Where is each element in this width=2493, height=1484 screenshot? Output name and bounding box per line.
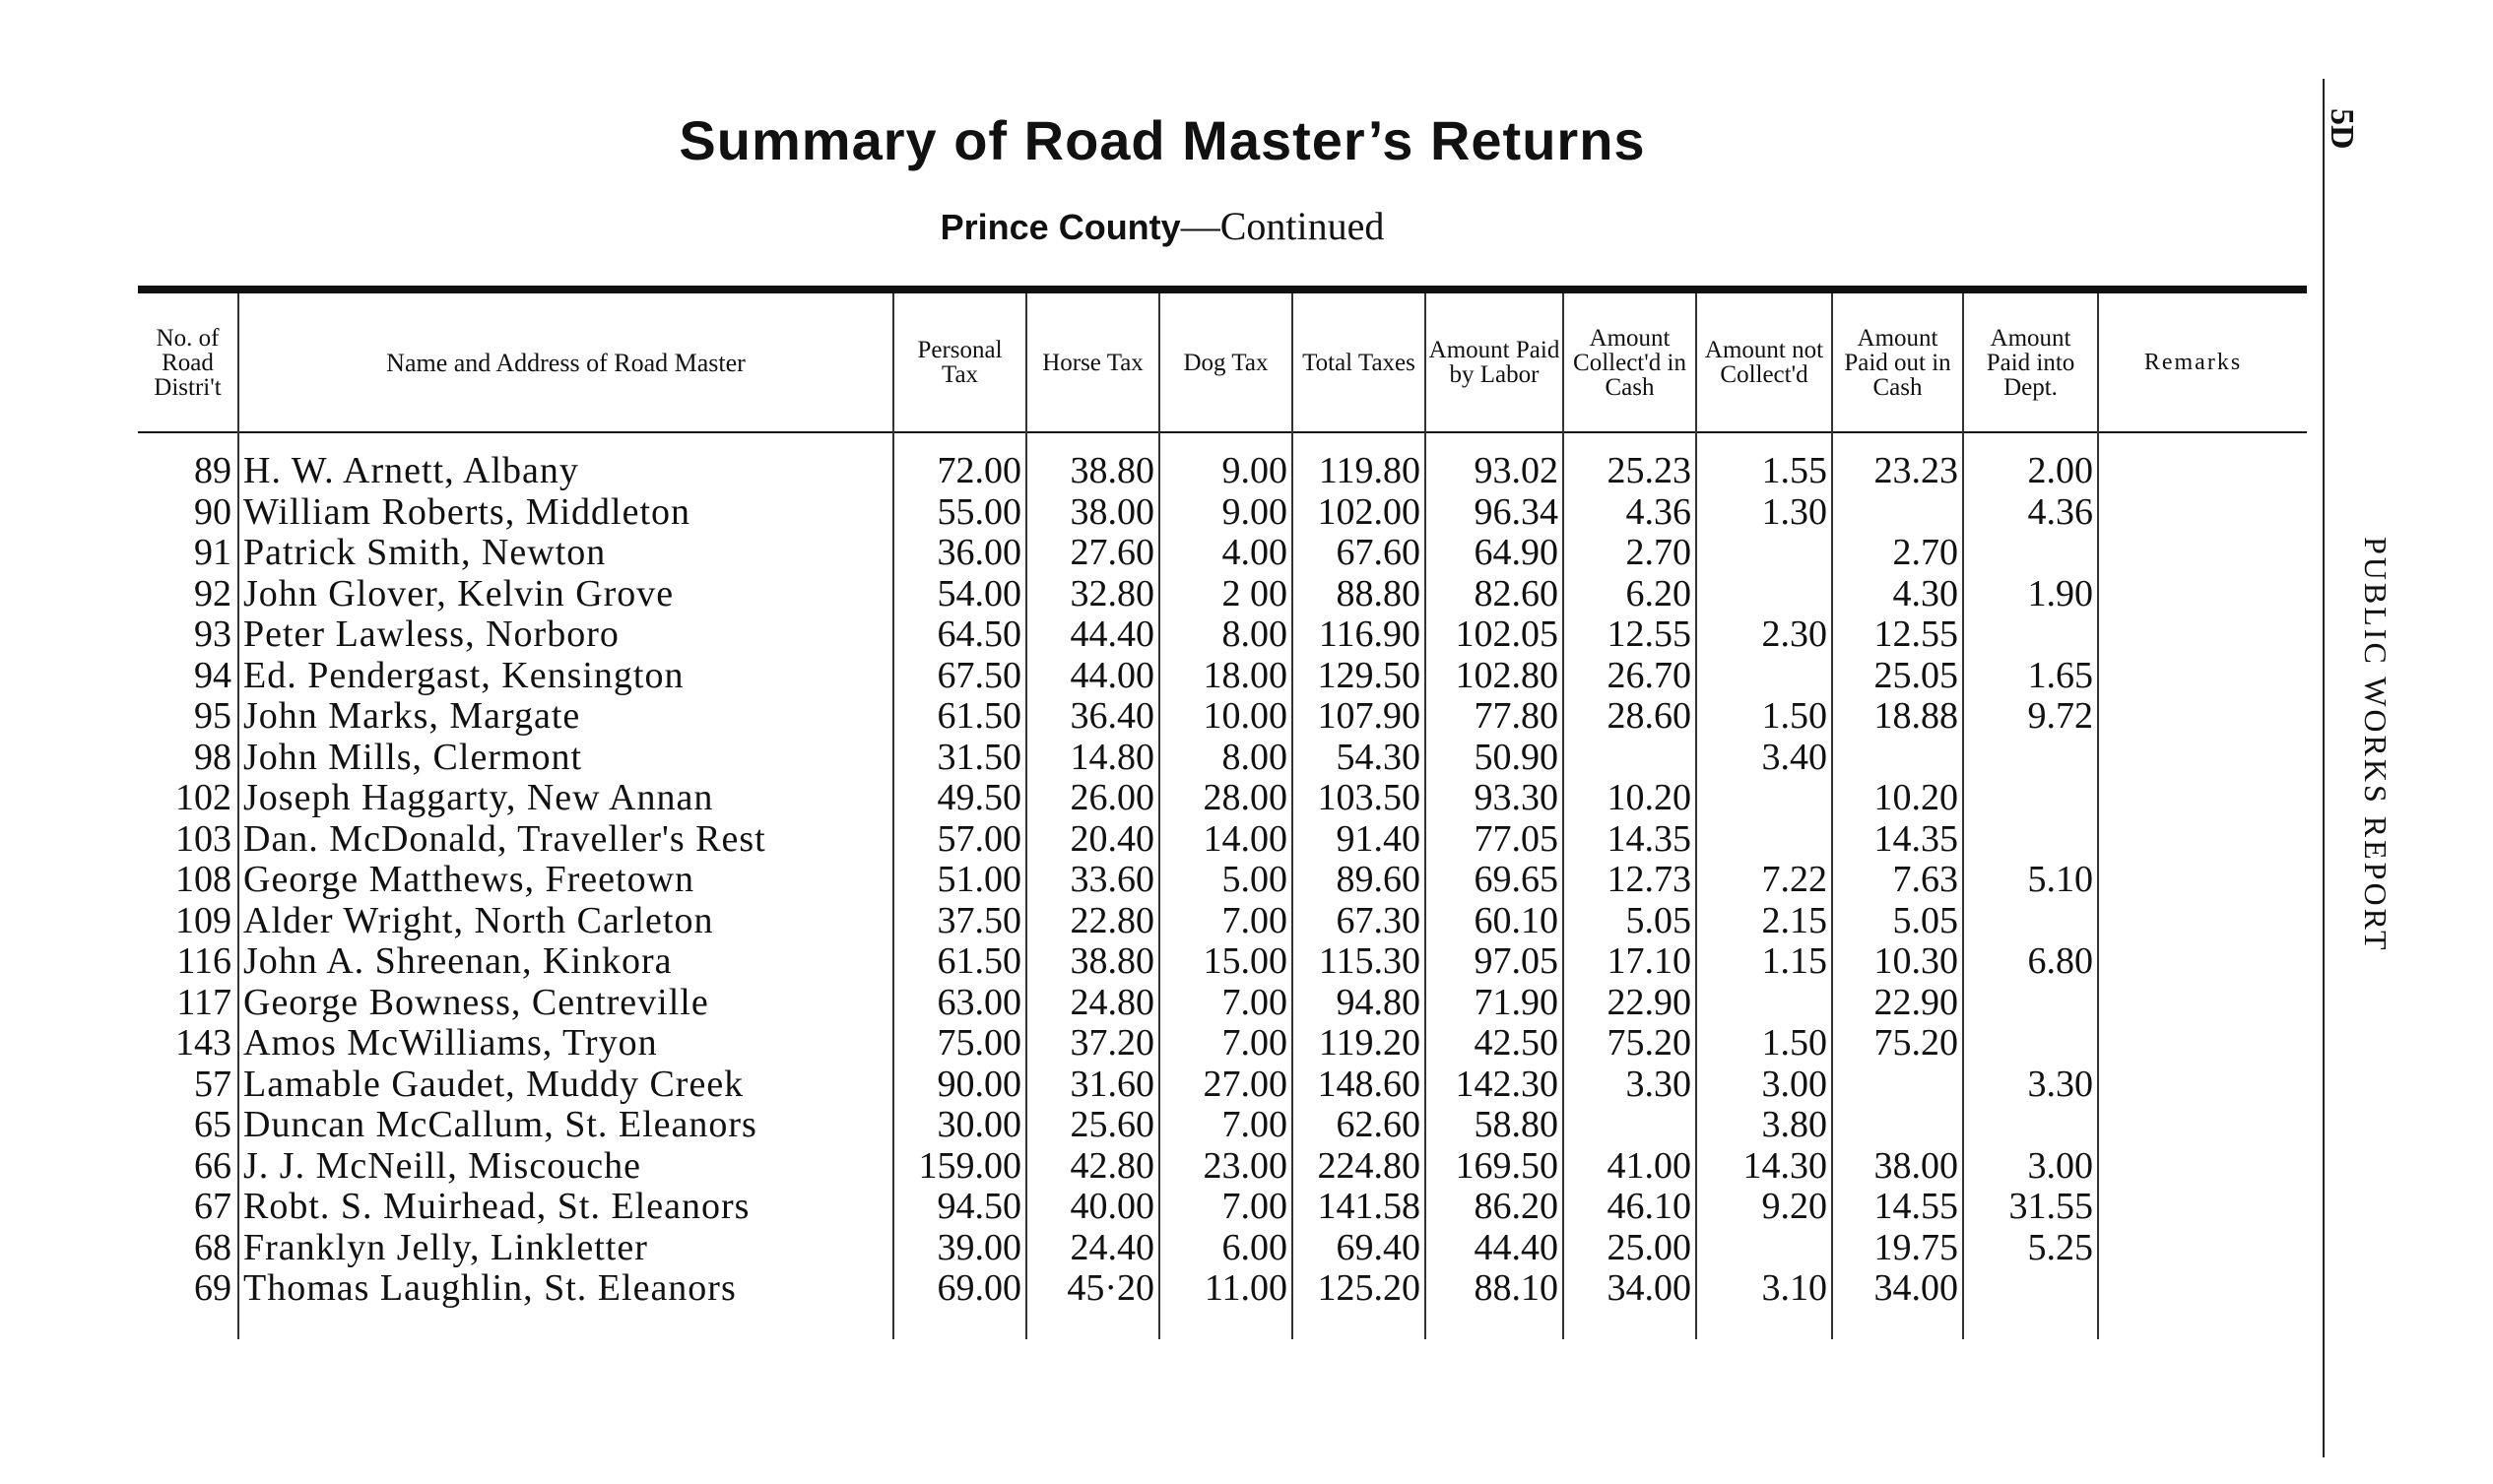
remarks-cell	[2098, 1146, 2287, 1188]
dog-tax: 23.00	[1159, 1146, 1292, 1188]
horse-tax: 36.40	[1026, 696, 1159, 738]
paid-into-dept	[1963, 738, 2098, 779]
personal-tax: 94.50	[893, 1187, 1026, 1228]
total-taxes: 69.40	[1292, 1228, 1425, 1269]
road-master-name: Duncan McCallum, St. Eleanors	[238, 1105, 893, 1146]
paid-out-in-cash: 23.23	[1832, 431, 1963, 492]
remarks-cell	[2098, 492, 2287, 534]
table-row	[138, 574, 2287, 615]
header-row	[138, 293, 2287, 431]
col-header-total: Total Taxes	[1292, 293, 1425, 431]
collected-in-cash: 25.00	[1563, 1228, 1696, 1269]
remarks-cell	[2098, 696, 2287, 738]
paid-into-dept: 3.30	[1963, 1065, 2098, 1106]
district-number: 68	[194, 1226, 231, 1268]
not-collected: 3.00	[1696, 1065, 1832, 1106]
not-collected: 2.15	[1696, 901, 1832, 942]
paid-by-labor: 97.05	[1425, 941, 1563, 983]
total-taxes: 67.60	[1292, 533, 1425, 574]
paid-out-in-cash	[1832, 492, 1963, 534]
total-taxes: 116.90	[1292, 614, 1425, 656]
road-master-name: Alder Wright, North Carleton	[238, 901, 893, 942]
table-row	[138, 1146, 2287, 1188]
col-header-remarks: Remarks	[2143, 349, 2243, 375]
collected-in-cash	[1563, 1105, 1696, 1146]
paid-out-in-cash: 7.63	[1832, 860, 1963, 901]
paid-into-dept: 1.90	[1963, 574, 2098, 615]
horse-tax: 20.40	[1026, 819, 1159, 861]
personal-tax: 37.50	[893, 901, 1026, 942]
not-collected: 1.55	[1696, 431, 1832, 492]
personal-tax: 90.00	[893, 1065, 1026, 1106]
horse-tax: 42.80	[1026, 1146, 1159, 1188]
district-number: 91	[194, 532, 231, 573]
remarks-cell	[2098, 1268, 2287, 1339]
total-taxes: 94.80	[1292, 983, 1425, 1024]
paid-into-dept	[1963, 1268, 2098, 1339]
road-master-name: John A. Shreenan, Kinkora	[238, 941, 893, 983]
district-number: 89	[194, 450, 231, 491]
horse-tax: 24.80	[1026, 983, 1159, 1024]
dog-tax: 7.00	[1159, 1187, 1292, 1228]
dog-tax: 7.00	[1159, 1023, 1292, 1065]
district-number: 66	[194, 1144, 231, 1187]
paid-out-in-cash	[1832, 1065, 1963, 1106]
paid-into-dept: 4.36	[1963, 492, 2098, 534]
collected-in-cash: 26.70	[1563, 656, 1696, 697]
road-master-name: George Matthews, Freetown	[238, 860, 893, 901]
paid-out-in-cash: 10.20	[1832, 778, 1963, 819]
horse-tax: 45·20	[1026, 1268, 1159, 1339]
paid-out-in-cash: 14.35	[1832, 819, 1963, 861]
district-number: 143	[175, 1022, 231, 1064]
remarks-cell	[2098, 778, 2287, 819]
paid-into-dept: 3.00	[1963, 1146, 2098, 1188]
not-collected: 1.50	[1696, 696, 1832, 738]
paid-into-dept: 2.00	[1963, 431, 2098, 492]
remarks-cell	[2098, 574, 2287, 615]
paid-out-in-cash	[1832, 738, 1963, 779]
table-row	[138, 941, 2287, 983]
returns-table	[138, 293, 2287, 1339]
continued-label: —Continued	[1180, 204, 1385, 248]
total-taxes: 91.40	[1292, 819, 1425, 861]
district-number: 92	[194, 572, 231, 614]
remarks-cell	[2098, 656, 2287, 697]
dog-tax: 4.00	[1159, 533, 1292, 574]
district-number: 65	[194, 1104, 231, 1145]
collected-in-cash: 4.36	[1563, 492, 1696, 534]
paid-by-labor: 102.80	[1425, 656, 1563, 697]
total-taxes: 89.60	[1292, 860, 1425, 901]
dog-tax: 18.00	[1159, 656, 1292, 697]
paid-into-dept: 9.72	[1963, 696, 2098, 738]
district-number: 117	[176, 981, 231, 1023]
paid-by-labor: 64.90	[1425, 533, 1563, 574]
paid-into-dept	[1963, 533, 2098, 574]
table-row	[138, 1065, 2287, 1106]
road-master-name: Thomas Laughlin, St. Eleanors	[238, 1268, 893, 1339]
horse-tax: 38.80	[1026, 941, 1159, 983]
paid-into-dept	[1963, 1023, 2098, 1065]
horse-tax: 32.80	[1026, 574, 1159, 615]
road-master-name: Robt. S. Muirhead, St. Eleanors	[238, 1187, 893, 1228]
col-header-collected: Amount Collect'd in Cash	[1563, 293, 1696, 431]
total-taxes: 115.30	[1292, 941, 1425, 983]
collected-in-cash: 5.05	[1563, 901, 1696, 942]
horse-tax: 38.80	[1026, 431, 1159, 492]
table-row	[138, 1105, 2287, 1146]
remarks-cell	[2098, 1105, 2287, 1146]
dog-tax: 7.00	[1159, 901, 1292, 942]
paid-into-dept: 5.10	[1963, 860, 2098, 901]
paid-into-dept	[1963, 819, 2098, 861]
road-master-name: Patrick Smith, Newton	[238, 533, 893, 574]
collected-in-cash: 46.10	[1563, 1187, 1696, 1228]
horse-tax: 38.00	[1026, 492, 1159, 534]
personal-tax: 39.00	[893, 1228, 1026, 1269]
road-master-name: J. J. McNeill, Miscouche	[238, 1146, 893, 1188]
horse-tax: 25.60	[1026, 1105, 1159, 1146]
paid-by-labor: 142.30	[1425, 1065, 1563, 1106]
personal-tax: 54.00	[893, 574, 1026, 615]
paid-out-in-cash	[1832, 1105, 1963, 1146]
personal-tax: 55.00	[893, 492, 1026, 534]
remarks-cell	[2098, 901, 2287, 942]
dog-tax: 28.00	[1159, 778, 1292, 819]
remarks-cell	[2098, 983, 2287, 1024]
district-number: 95	[194, 695, 231, 737]
paid-out-in-cash: 12.55	[1832, 614, 1963, 656]
personal-tax: 57.00	[893, 819, 1026, 861]
district-number: 109	[175, 899, 231, 941]
paid-out-in-cash: 18.88	[1832, 696, 1963, 738]
running-head: PUBLIC WORKS REPORT	[2358, 537, 2394, 953]
paid-into-dept: 31.55	[1963, 1187, 2098, 1228]
road-master-name: Franklyn Jelly, Linkletter	[238, 1228, 893, 1269]
district-number: 108	[175, 859, 231, 900]
dog-tax: 15.00	[1159, 941, 1292, 983]
district-number: 102	[175, 777, 231, 818]
col-header-not-collected: Amount not Collect'd	[1696, 293, 1832, 431]
paid-into-dept	[1963, 614, 2098, 656]
horse-tax: 37.20	[1026, 1023, 1159, 1065]
total-taxes: 119.20	[1292, 1023, 1425, 1065]
personal-tax: 61.50	[893, 696, 1026, 738]
county-name: Prince County	[940, 207, 1181, 247]
total-taxes: 103.50	[1292, 778, 1425, 819]
not-collected: 3.40	[1696, 738, 1832, 779]
table-row	[138, 901, 2287, 942]
collected-in-cash	[1563, 738, 1696, 779]
not-collected	[1696, 983, 1832, 1024]
not-collected: 1.50	[1696, 1023, 1832, 1065]
total-taxes: 67.30	[1292, 901, 1425, 942]
paid-into-dept	[1963, 1105, 2098, 1146]
remarks-cell	[2098, 431, 2287, 492]
paid-out-in-cash: 4.30	[1832, 574, 1963, 615]
remarks-cell	[2098, 614, 2287, 656]
collected-in-cash: 12.73	[1563, 860, 1696, 901]
road-master-name: William Roberts, Middleton	[238, 492, 893, 534]
table-row	[138, 738, 2287, 779]
collected-in-cash: 28.60	[1563, 696, 1696, 738]
paid-out-in-cash: 22.90	[1832, 983, 1963, 1024]
col-header-dog: Dog Tax	[1159, 293, 1292, 431]
horse-tax: 31.60	[1026, 1065, 1159, 1106]
paid-into-dept	[1963, 778, 2098, 819]
paid-by-labor: 77.05	[1425, 819, 1563, 861]
collected-in-cash: 41.00	[1563, 1146, 1696, 1188]
not-collected: 7.22	[1696, 860, 1832, 901]
col-header-labor: Amount Paid by Labor	[1425, 293, 1563, 431]
collected-in-cash: 22.90	[1563, 983, 1696, 1024]
personal-tax: 51.00	[893, 860, 1026, 901]
personal-tax: 30.00	[893, 1105, 1026, 1146]
paid-into-dept: 5.25	[1963, 1228, 2098, 1269]
collected-in-cash: 14.35	[1563, 819, 1696, 861]
table-row	[138, 1228, 2287, 1269]
district-number: 116	[176, 940, 231, 982]
personal-tax: 61.50	[893, 941, 1026, 983]
total-taxes: 129.50	[1292, 656, 1425, 697]
district-number: 94	[194, 654, 231, 696]
total-taxes: 107.90	[1292, 696, 1425, 738]
personal-tax: 64.50	[893, 614, 1026, 656]
horse-tax: 44.40	[1026, 614, 1159, 656]
horse-tax: 14.80	[1026, 738, 1159, 779]
not-collected: 14.30	[1696, 1146, 1832, 1188]
horse-tax: 44.00	[1026, 656, 1159, 697]
paid-into-dept	[1963, 901, 2098, 942]
not-collected	[1696, 778, 1832, 819]
remarks-cell	[2098, 1023, 2287, 1065]
total-taxes: 62.60	[1292, 1105, 1425, 1146]
collected-in-cash: 6.20	[1563, 574, 1696, 615]
table-row	[138, 1023, 2287, 1065]
district-number: 67	[194, 1186, 231, 1227]
personal-tax: 72.00	[893, 431, 1026, 492]
table-row	[138, 1268, 2287, 1339]
paid-by-labor: 93.02	[1425, 431, 1563, 492]
district-number: 57	[194, 1063, 231, 1105]
collected-in-cash: 12.55	[1563, 614, 1696, 656]
dog-tax: 9.00	[1159, 431, 1292, 492]
table-row	[138, 533, 2287, 574]
collected-in-cash: 25.23	[1563, 431, 1696, 492]
paid-out-in-cash: 34.00	[1832, 1268, 1963, 1339]
paid-by-labor: 88.10	[1425, 1268, 1563, 1339]
total-taxes: 224.80	[1292, 1146, 1425, 1188]
paid-by-labor: 96.34	[1425, 492, 1563, 534]
collected-in-cash: 3.30	[1563, 1065, 1696, 1106]
remarks-cell	[2098, 1065, 2287, 1106]
col-header-paid-out: Amount Paid out in Cash	[1832, 293, 1963, 431]
total-taxes: 88.80	[1292, 574, 1425, 615]
personal-tax: 75.00	[893, 1023, 1026, 1065]
not-collected	[1696, 1228, 1832, 1269]
dog-tax: 6.00	[1159, 1228, 1292, 1269]
table-row	[138, 656, 2287, 697]
road-master-name: John Mills, Clermont	[238, 738, 893, 779]
road-master-name: Dan. McDonald, Traveller's Rest	[238, 819, 893, 861]
dog-tax: 10.00	[1159, 696, 1292, 738]
paid-by-labor: 42.50	[1425, 1023, 1563, 1065]
personal-tax: 67.50	[893, 656, 1026, 697]
dog-tax: 11.00	[1159, 1268, 1292, 1339]
district-number: 103	[175, 817, 231, 860]
not-collected: 1.15	[1696, 941, 1832, 983]
table-row	[138, 431, 2287, 492]
paid-out-in-cash: 2.70	[1832, 533, 1963, 574]
road-master-name: H. W. Arnett, Albany	[238, 431, 893, 492]
dog-tax: 7.00	[1159, 983, 1292, 1024]
district-number: 90	[194, 490, 231, 533]
page-subtitle	[0, 203, 2325, 249]
horse-tax: 33.60	[1026, 860, 1159, 901]
district-number: 93	[194, 613, 231, 655]
page-margin-line	[2323, 79, 2325, 1457]
remarks-cell	[2098, 738, 2287, 779]
road-master-name: George Bowness, Centreville	[238, 983, 893, 1024]
dog-tax: 8.00	[1159, 614, 1292, 656]
paid-into-dept: 1.65	[1963, 656, 2098, 697]
paid-out-in-cash: 75.20	[1832, 1023, 1963, 1065]
paid-by-labor: 60.10	[1425, 901, 1563, 942]
paid-by-labor: 69.65	[1425, 860, 1563, 901]
not-collected: 3.80	[1696, 1105, 1832, 1146]
paid-by-labor: 50.90	[1425, 738, 1563, 779]
road-master-name: Ed. Pendergast, Kensington	[238, 656, 893, 697]
road-master-name: Joseph Haggarty, New Annan	[238, 778, 893, 819]
personal-tax: 31.50	[893, 738, 1026, 779]
paid-by-labor: 169.50	[1425, 1146, 1563, 1188]
horse-tax: 24.40	[1026, 1228, 1159, 1269]
not-collected: 1.30	[1696, 492, 1832, 534]
personal-tax: 36.00	[893, 533, 1026, 574]
paid-by-labor: 86.20	[1425, 1187, 1563, 1228]
paid-by-labor: 82.60	[1425, 574, 1563, 615]
dog-tax: 14.00	[1159, 819, 1292, 861]
paid-by-labor: 44.40	[1425, 1228, 1563, 1269]
paid-by-labor: 71.90	[1425, 983, 1563, 1024]
district-number: 98	[194, 736, 231, 778]
not-collected: 3.10	[1696, 1268, 1832, 1339]
paid-out-in-cash: 38.00	[1832, 1146, 1963, 1188]
table-row	[138, 778, 2287, 819]
personal-tax: 49.50	[893, 778, 1026, 819]
paid-by-labor: 93.30	[1425, 778, 1563, 819]
table-row	[138, 614, 2287, 656]
paid-out-in-cash: 14.55	[1832, 1187, 1963, 1228]
horse-tax: 27.60	[1026, 533, 1159, 574]
dog-tax: 9.00	[1159, 492, 1292, 534]
paid-out-in-cash: 10.30	[1832, 941, 1963, 983]
remarks-cell	[2098, 1228, 2287, 1269]
dog-tax: 7.00	[1159, 1105, 1292, 1146]
collected-in-cash: 10.20	[1563, 778, 1696, 819]
collected-in-cash: 75.20	[1563, 1023, 1696, 1065]
total-taxes: 102.00	[1292, 492, 1425, 534]
not-collected: 2.30	[1696, 614, 1832, 656]
total-taxes: 54.30	[1292, 738, 1425, 779]
district-number: 69	[194, 1267, 231, 1309]
total-taxes: 125.20	[1292, 1268, 1425, 1339]
table-row	[138, 696, 2287, 738]
remarks-cell	[2098, 533, 2287, 574]
col-header-name: Name and Address of Road Master	[238, 293, 893, 431]
total-taxes: 141.58	[1292, 1187, 1425, 1228]
col-header-personal: Personal Tax	[893, 293, 1026, 431]
personal-tax: 63.00	[893, 983, 1026, 1024]
horse-tax: 40.00	[1026, 1187, 1159, 1228]
not-collected	[1696, 656, 1832, 697]
paid-by-labor: 58.80	[1425, 1105, 1563, 1146]
table-row	[138, 819, 2287, 861]
col-header-no: No. of Road Distri't	[154, 324, 222, 401]
personal-tax: 69.00	[893, 1268, 1026, 1339]
dog-tax: 27.00	[1159, 1065, 1292, 1106]
table-row	[138, 492, 2287, 534]
total-taxes: 148.60	[1292, 1065, 1425, 1106]
paid-out-in-cash: 19.75	[1832, 1228, 1963, 1269]
horse-tax: 26.00	[1026, 778, 1159, 819]
road-master-name: Amos McWilliams, Tryon	[238, 1023, 893, 1065]
not-collected	[1696, 574, 1832, 615]
not-collected: 9.20	[1696, 1187, 1832, 1228]
personal-tax: 159.00	[893, 1146, 1026, 1188]
collected-in-cash: 34.00	[1563, 1268, 1696, 1339]
road-master-name: John Marks, Margate	[238, 696, 893, 738]
paid-into-dept	[1963, 983, 2098, 1024]
remarks-cell	[2098, 860, 2287, 901]
remarks-cell	[2098, 819, 2287, 861]
road-master-name: Lamable Gaudet, Muddy Creek	[238, 1065, 893, 1106]
not-collected	[1696, 533, 1832, 574]
table-row	[138, 983, 2287, 1024]
page-title: Summary of Road Master’s Returns	[679, 109, 1646, 171]
not-collected	[1696, 819, 1832, 861]
col-header-paid-into: Amount Paid into Dept.	[1963, 293, 2098, 431]
dog-tax: 2 00	[1159, 574, 1292, 615]
remarks-cell	[2098, 1187, 2287, 1228]
dog-tax: 8.00	[1159, 738, 1292, 779]
collected-in-cash: 17.10	[1563, 941, 1696, 983]
page-number: 5D	[2324, 108, 2360, 150]
paid-out-in-cash: 25.05	[1832, 656, 1963, 697]
paid-out-in-cash: 5.05	[1832, 901, 1963, 942]
header-top-rule	[138, 286, 2307, 293]
collected-in-cash: 2.70	[1563, 533, 1696, 574]
paid-into-dept: 6.80	[1963, 941, 2098, 983]
table-row	[138, 1187, 2287, 1228]
dog-tax: 5.00	[1159, 860, 1292, 901]
remarks-cell	[2098, 941, 2287, 983]
road-master-name: John Glover, Kelvin Grove	[238, 574, 893, 615]
total-taxes: 119.80	[1292, 431, 1425, 492]
paid-by-labor: 77.80	[1425, 696, 1563, 738]
road-master-name: Peter Lawless, Norboro	[238, 614, 893, 656]
col-header-horse: Horse Tax	[1026, 293, 1159, 431]
table-row	[138, 860, 2287, 901]
paid-by-labor: 102.05	[1425, 614, 1563, 656]
horse-tax: 22.80	[1026, 901, 1159, 942]
